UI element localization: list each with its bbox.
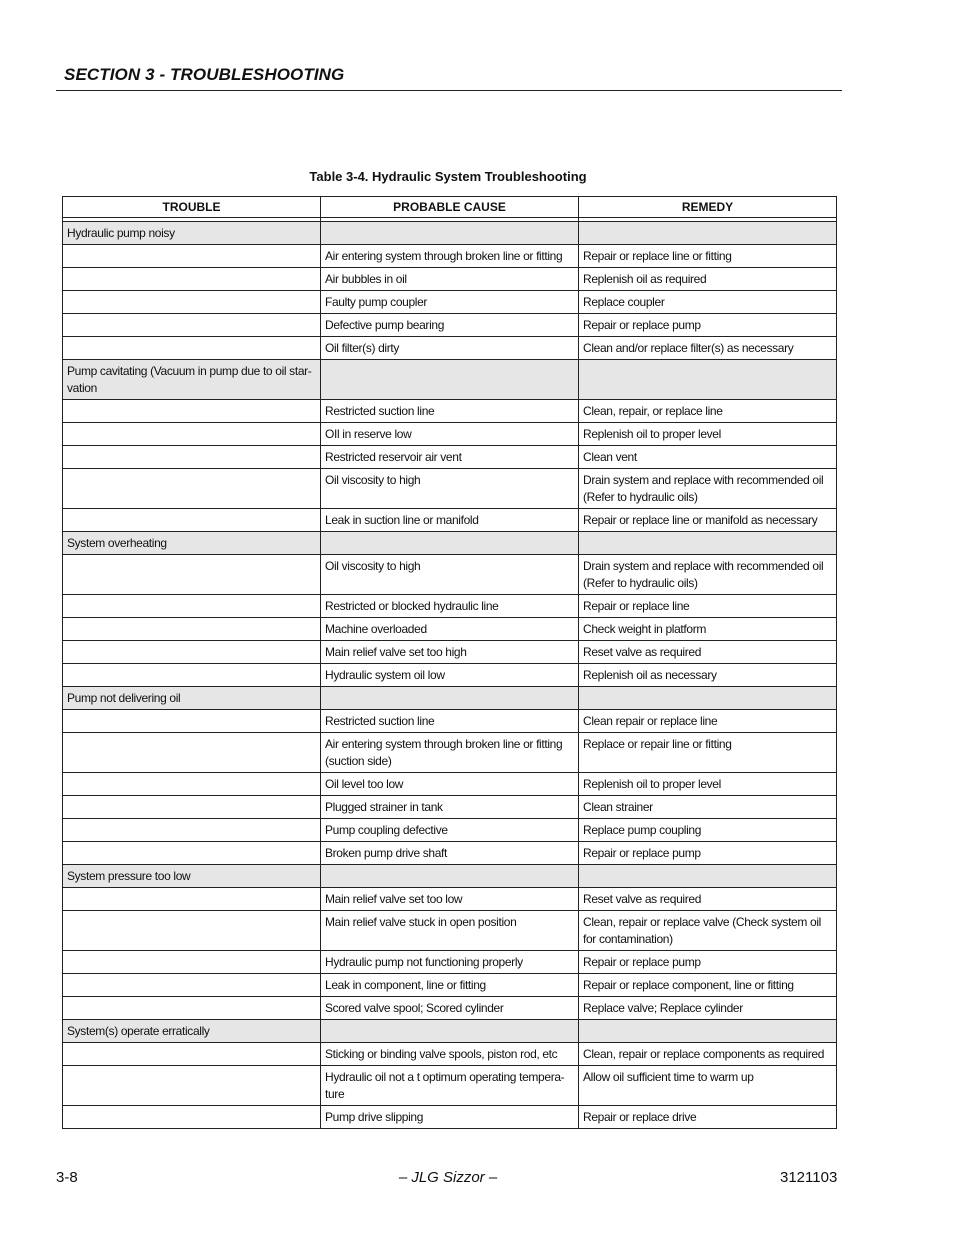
trouble-cell xyxy=(63,1043,321,1066)
trouble-cell xyxy=(63,733,321,773)
trouble-cell xyxy=(63,951,321,974)
probable-cause-cell: Oil level too low xyxy=(321,773,579,796)
trouble-cell xyxy=(63,423,321,446)
remedy-cell: Repair or replace pump xyxy=(579,951,837,974)
trouble-cell: Hydraulic pump noisy xyxy=(63,222,321,245)
probable-cause-cell xyxy=(321,222,579,245)
probable-cause-cell: Hydraulic system oil low xyxy=(321,664,579,687)
trouble-cell xyxy=(63,773,321,796)
table-caption: Table 3-4. Hydraulic System Troubleshooting xyxy=(309,169,587,184)
table-row xyxy=(63,446,837,469)
trouble-cell xyxy=(63,291,321,314)
remedy-cell: Clean and/or replace filter(s) as necessary xyxy=(579,337,837,360)
probable-cause-cell: OIl in reserve low xyxy=(321,423,579,446)
trouble-row xyxy=(63,222,837,245)
table-row xyxy=(63,595,837,618)
probable-cause-cell: Hydraulic pump not functioning properly xyxy=(321,951,579,974)
trouble-cell xyxy=(63,400,321,423)
probable-cause-cell: Restricted suction line xyxy=(321,710,579,733)
remedy-cell: Check weight in platform xyxy=(579,618,837,641)
remedy-cell: Replace coupler xyxy=(579,291,837,314)
table-row xyxy=(63,733,837,773)
remedy-cell: Replenish oil to proper level xyxy=(579,773,837,796)
table-header-row xyxy=(63,197,837,218)
remedy-cell: Drain system and replace with recommended oil (Refer to hydraulic oils) xyxy=(579,555,837,595)
probable-cause-cell: Oil viscosity to high xyxy=(321,555,579,595)
section-header xyxy=(56,64,842,91)
remedy-cell: Repair or replace pump xyxy=(579,842,837,865)
remedy-cell: Clean, repair, or replace line xyxy=(579,400,837,423)
table-row xyxy=(63,291,837,314)
remedy-cell: Replace valve; Replace cylinder xyxy=(579,997,837,1020)
probable-cause-cell: Pump coupling defective xyxy=(321,819,579,842)
column-header-remedy: REMEDY xyxy=(579,197,837,218)
table-row xyxy=(63,796,837,819)
trouble-cell xyxy=(63,314,321,337)
probable-cause-cell: Main relief valve stuck in open position xyxy=(321,911,579,951)
trouble-cell xyxy=(63,911,321,951)
table-row xyxy=(63,819,837,842)
probable-cause-cell: Hydraulic oil not a t optimum operating tempera-ture xyxy=(321,1066,579,1106)
table-row xyxy=(63,469,837,509)
probable-cause-cell: Leak in suction line or manifold xyxy=(321,509,579,532)
probable-cause-cell: Air entering system through broken line or fitting (suction side) xyxy=(321,733,579,773)
probable-cause-cell: Oil filter(s) dirty xyxy=(321,337,579,360)
trouble-cell: Pump cavitating (Vacuum in pump due to oil star-vation xyxy=(63,360,321,400)
trouble-row xyxy=(63,865,837,888)
table-row xyxy=(63,509,837,532)
probable-cause-cell: Pump drive slipping xyxy=(321,1106,579,1129)
trouble-row xyxy=(63,360,837,400)
probable-cause-cell: Main relief valve set too low xyxy=(321,888,579,911)
remedy-cell xyxy=(579,222,837,245)
remedy-cell xyxy=(579,865,837,888)
trouble-cell xyxy=(63,446,321,469)
table-row xyxy=(63,664,837,687)
probable-cause-cell: Sticking or binding valve spools, piston rod, etc xyxy=(321,1043,579,1066)
probable-cause-cell: Faulty pump coupler xyxy=(321,291,579,314)
trouble-cell xyxy=(63,337,321,360)
probable-cause-cell: Defective pump bearing xyxy=(321,314,579,337)
trouble-cell xyxy=(63,509,321,532)
remedy-cell: Replenish oil to proper level xyxy=(579,423,837,446)
remedy-cell: Replace or repair line or fitting xyxy=(579,733,837,773)
trouble-cell xyxy=(63,664,321,687)
probable-cause-cell: Machine overloaded xyxy=(321,618,579,641)
table-row xyxy=(63,1043,837,1066)
trouble-cell xyxy=(63,997,321,1020)
remedy-cell: Repair or replace line or manifold as necessary xyxy=(579,509,837,532)
trouble-cell xyxy=(63,595,321,618)
remedy-cell xyxy=(579,532,837,555)
trouble-cell xyxy=(63,710,321,733)
remedy-cell: Clean vent xyxy=(579,446,837,469)
probable-cause-cell: Main relief valve set too high xyxy=(321,641,579,664)
page-number: 3-8 xyxy=(56,1169,78,1186)
remedy-cell: Repair or replace component, line or fitting xyxy=(579,974,837,997)
remedy-cell: Repair or replace line xyxy=(579,595,837,618)
manual-title: – JLG Sizzor – xyxy=(398,1169,498,1186)
table-row xyxy=(63,423,837,446)
remedy-cell: Repair or replace line or fitting xyxy=(579,245,837,268)
remedy-cell: Allow oil sufficient time to warm up xyxy=(579,1066,837,1106)
column-header-trouble: TROUBLE xyxy=(63,197,321,218)
remedy-cell: Clean, repair or replace components as required xyxy=(579,1043,837,1066)
trouble-cell: System overheating xyxy=(63,532,321,555)
trouble-cell xyxy=(63,1106,321,1129)
section-title: SECTION 3 - TROUBLESHOOTING xyxy=(64,65,345,84)
probable-cause-cell xyxy=(321,360,579,400)
trouble-row xyxy=(63,687,837,710)
remedy-cell xyxy=(579,360,837,400)
probable-cause-cell: Leak in component, line or fitting xyxy=(321,974,579,997)
table-row xyxy=(63,911,837,951)
trouble-cell xyxy=(63,555,321,595)
trouble-cell xyxy=(63,888,321,911)
probable-cause-cell: Air entering system through broken line or fitting xyxy=(321,245,579,268)
trouble-cell xyxy=(63,245,321,268)
table-row xyxy=(63,268,837,291)
trouble-row xyxy=(63,532,837,555)
remedy-cell: Clean, repair or replace valve (Check system oil for contamination) xyxy=(579,911,837,951)
remedy-cell: Clean strainer xyxy=(579,796,837,819)
trouble-cell xyxy=(63,1066,321,1106)
table-body xyxy=(63,218,837,1129)
trouble-cell xyxy=(63,618,321,641)
trouble-cell: Pump not delivering oil xyxy=(63,687,321,710)
probable-cause-cell xyxy=(321,1020,579,1043)
remedy-cell: Repair or replace drive xyxy=(579,1106,837,1129)
table-row xyxy=(63,997,837,1020)
table-row xyxy=(63,337,837,360)
remedy-cell xyxy=(579,687,837,710)
table-row xyxy=(63,773,837,796)
table-row xyxy=(63,888,837,911)
table-row xyxy=(63,555,837,595)
troubleshooting-table xyxy=(62,196,837,1129)
trouble-cell xyxy=(63,641,321,664)
probable-cause-cell xyxy=(321,687,579,710)
table-row xyxy=(63,951,837,974)
table-row xyxy=(63,842,837,865)
trouble-cell xyxy=(63,819,321,842)
probable-cause-cell xyxy=(321,865,579,888)
table-row xyxy=(63,710,837,733)
trouble-cell xyxy=(63,268,321,291)
remedy-cell: Reset valve as required xyxy=(579,641,837,664)
trouble-row xyxy=(63,1020,837,1043)
trouble-cell xyxy=(63,974,321,997)
remedy-cell: Reset valve as required xyxy=(579,888,837,911)
table-row xyxy=(63,400,837,423)
manual-number: 3121103 xyxy=(780,1169,838,1186)
remedy-cell: Replace pump coupling xyxy=(579,819,837,842)
remedy-cell: Replenish oil as required xyxy=(579,268,837,291)
probable-cause-cell: Restricted suction line xyxy=(321,400,579,423)
table-row xyxy=(63,1106,837,1129)
table-row xyxy=(63,245,837,268)
trouble-cell xyxy=(63,469,321,509)
probable-cause-cell: Restricted reservoir air vent xyxy=(321,446,579,469)
table-row xyxy=(63,618,837,641)
table-row xyxy=(63,1066,837,1106)
remedy-cell: Repair or replace pump xyxy=(579,314,837,337)
trouble-cell xyxy=(63,796,321,819)
remedy-cell: Drain system and replace with recommended oil (Refer to hydraulic oils) xyxy=(579,469,837,509)
table-row xyxy=(63,314,837,337)
probable-cause-cell: Oil viscosity to high xyxy=(321,469,579,509)
remedy-cell: Replenish oil as necessary xyxy=(579,664,837,687)
probable-cause-cell: Scored valve spool; Scored cylinder xyxy=(321,997,579,1020)
trouble-cell: System pressure too low xyxy=(63,865,321,888)
probable-cause-cell: Broken pump drive shaft xyxy=(321,842,579,865)
probable-cause-cell: Plugged strainer in tank xyxy=(321,796,579,819)
trouble-cell: System(s) operate erratically xyxy=(63,1020,321,1043)
probable-cause-cell xyxy=(321,532,579,555)
probable-cause-cell: Restricted or blocked hydraulic line xyxy=(321,595,579,618)
trouble-cell xyxy=(63,842,321,865)
table-row xyxy=(63,641,837,664)
column-header-probable-cause: PROBABLE CAUSE xyxy=(321,197,579,218)
table-row xyxy=(63,974,837,997)
remedy-cell: Clean repair or replace line xyxy=(579,710,837,733)
remedy-cell xyxy=(579,1020,837,1043)
probable-cause-cell: Air bubbles in oil xyxy=(321,268,579,291)
